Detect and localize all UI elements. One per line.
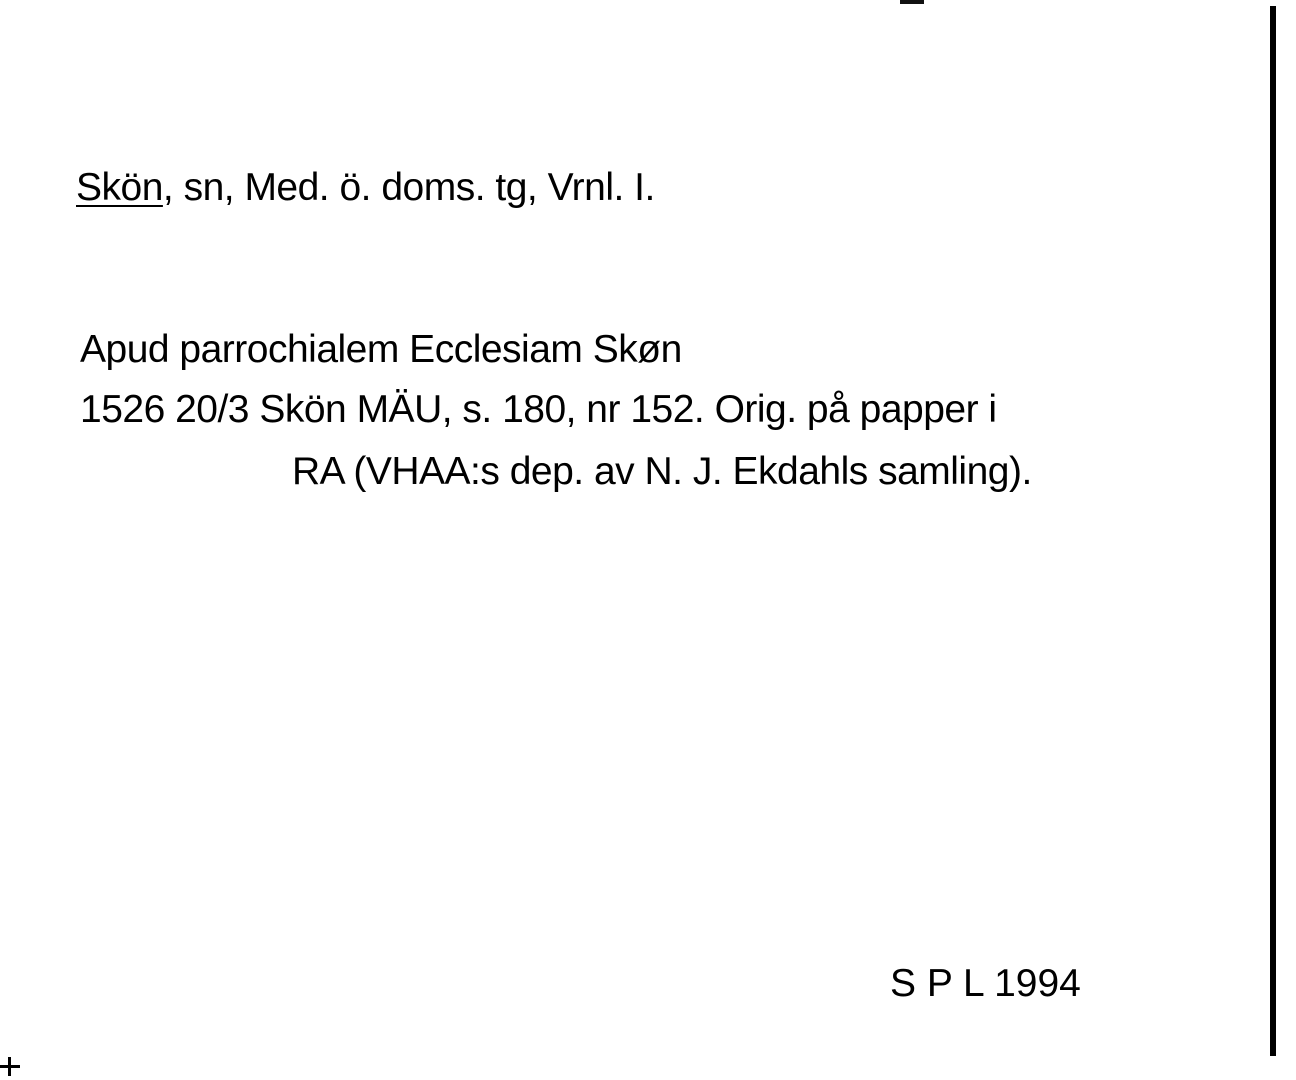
signature: S P L 1994: [890, 962, 1081, 1005]
quote-line: Apud parrochialem Ecclesiam Skøn: [80, 328, 682, 371]
header-line: [76, 166, 655, 210]
plus-mark: [0, 1056, 20, 1076]
card-edge-line: [1270, 6, 1276, 1056]
header-rest: , sn, Med. ö. doms. tg, Vrnl. I.: [162, 166, 655, 209]
citation-line-2: RA (VHAA:s dep. av N. J. Ekdahls samling).: [292, 450, 1032, 493]
headword: Skön: [76, 166, 163, 209]
citation-line-1: 1526 20/3 Skön MÄU, s. 180, nr 152. Orig. på papper i: [80, 388, 997, 431]
scan-mark: [900, 0, 924, 4]
